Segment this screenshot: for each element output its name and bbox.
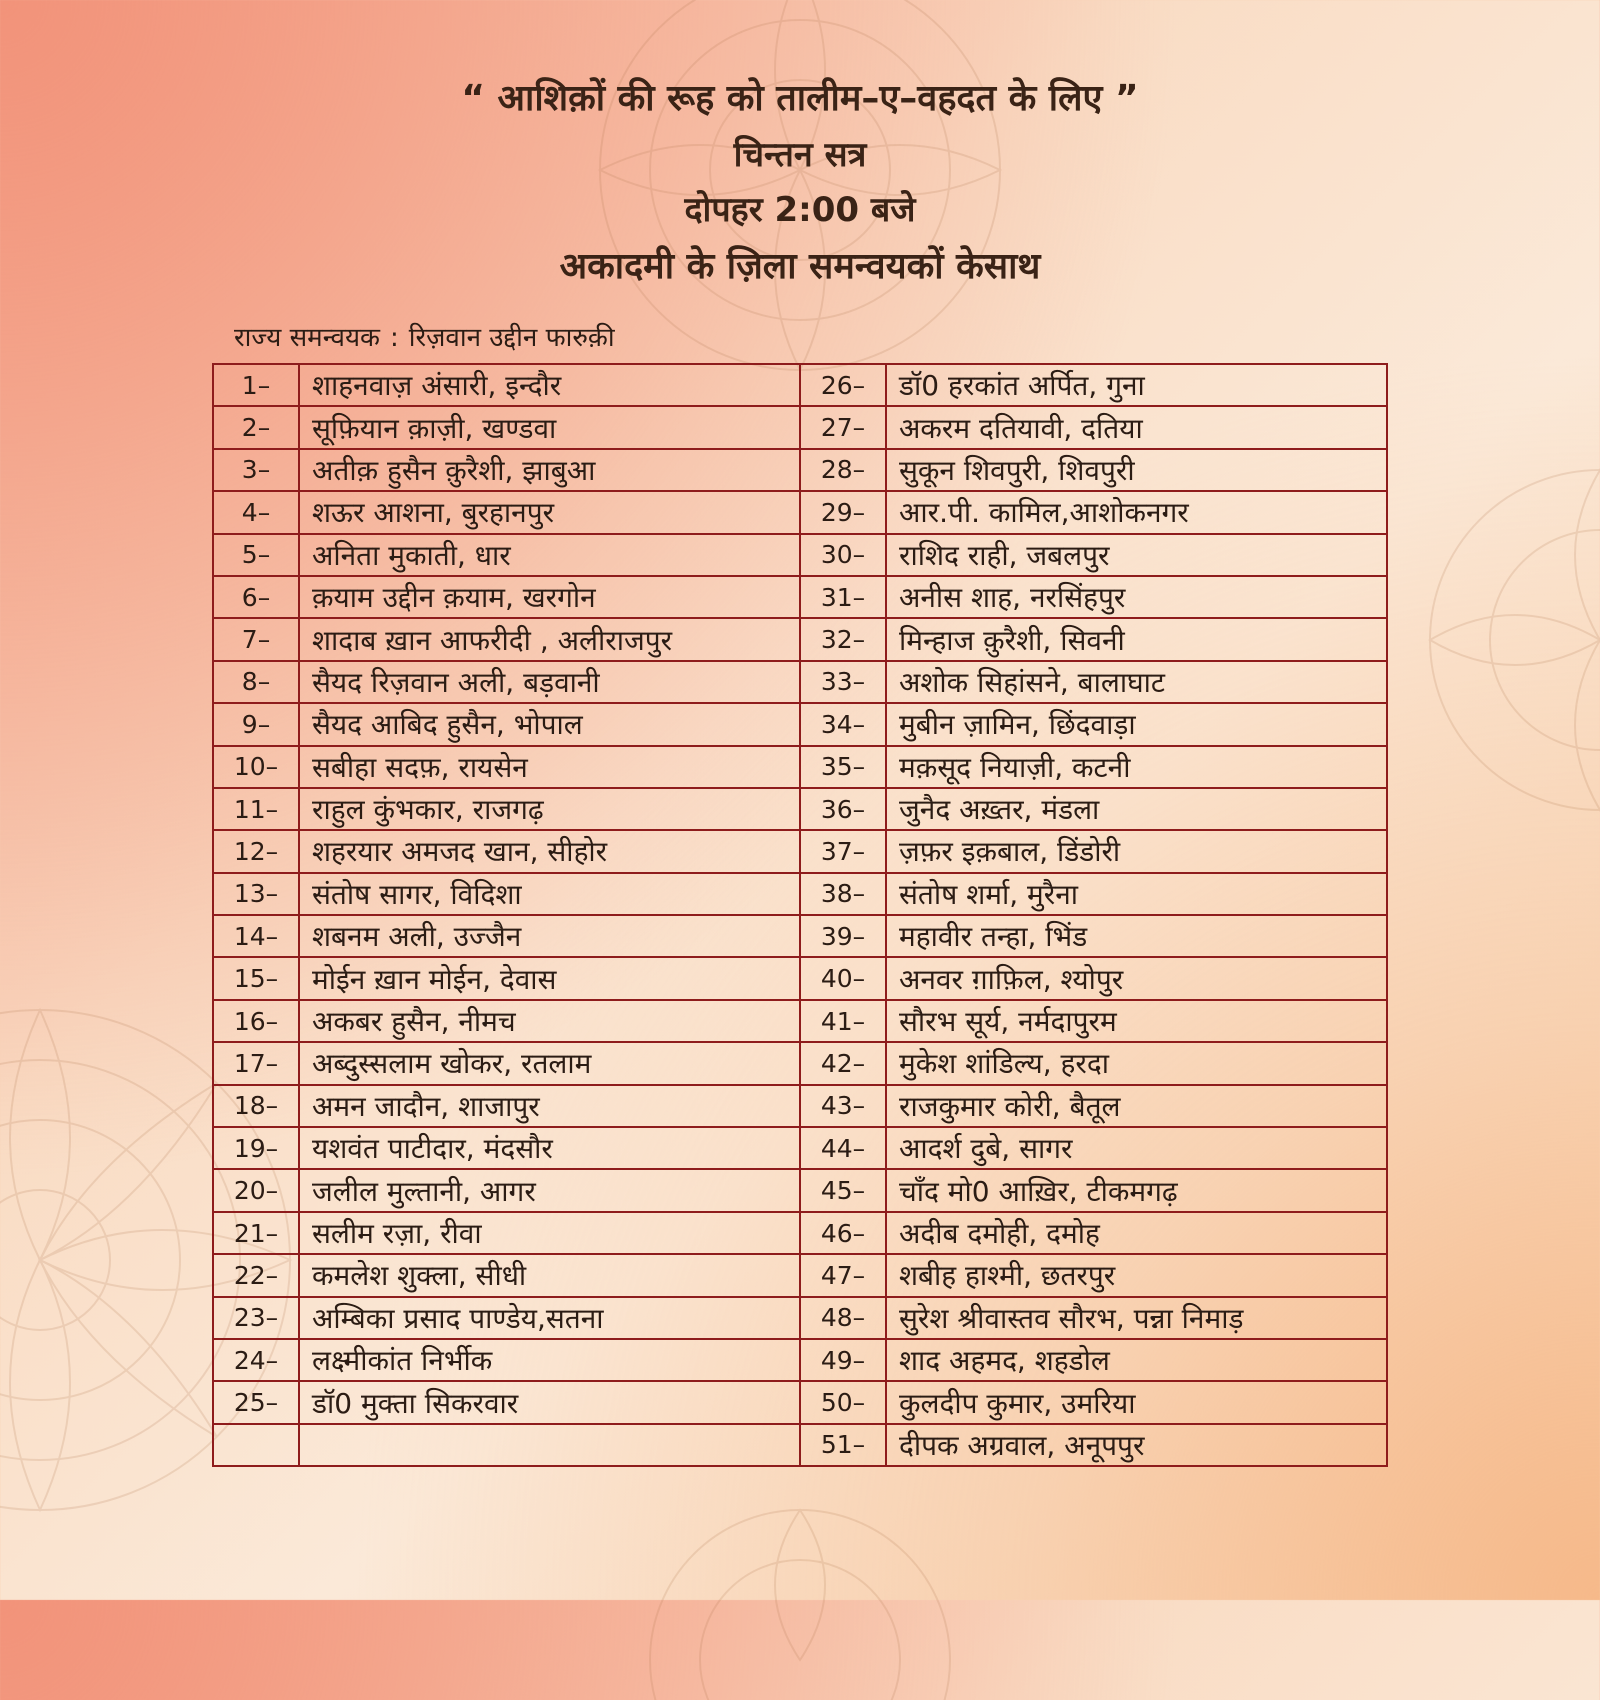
row-number-left: 21– <box>213 1212 299 1254</box>
coordinator-name-right: शबीह हाश्मी, छतरपुर <box>886 1254 1387 1296</box>
coordinator-name-right: कुलदीप कुमार, उमरिया <box>886 1381 1387 1423</box>
coordinator-name-left: अनिता मुकाती, धार <box>299 534 800 576</box>
state-coordinator-line <box>234 318 625 354</box>
state-coordinator-name: रिज़वान उद्दीन फारुक़ी <box>408 323 615 353</box>
coordinator-name-right: अनवर ग़ाफ़िल, श्योपुर <box>886 957 1387 999</box>
mandala-pattern-bottom <box>560 1500 1040 1700</box>
table-row <box>213 1339 1387 1381</box>
coordinator-name-left: कमलेश शुक्ला, सीधी <box>299 1254 800 1296</box>
table-row <box>213 491 1387 533</box>
row-number-left: 12– <box>213 830 299 872</box>
coordinator-table <box>212 363 1388 1467</box>
coordinator-name-left: मोईन ख़ान मोईन, देवास <box>299 957 800 999</box>
row-number-right: 35– <box>800 746 886 788</box>
coordinator-name-right: चाँद मो0 आख़िर, टीकमगढ़ <box>886 1169 1387 1211</box>
coordinator-name-right: आर.पी. कामिल,आशोकनगर <box>886 491 1387 533</box>
coordinator-name-left: शादाब ख़ान आफरीदी , अलीराजपुर <box>299 618 800 660</box>
table-row <box>213 915 1387 957</box>
table-row <box>213 746 1387 788</box>
row-number-left: 8– <box>213 661 299 703</box>
row-number-left: 2– <box>213 406 299 448</box>
coordinator-name-left: सबीहा सदफ़, रायसेन <box>299 746 800 788</box>
coordinator-name-right: अकरम दतियावी, दतिया <box>886 406 1387 448</box>
coordinator-name-right: मिन्हाज क़ुरैशी, सिवनी <box>886 618 1387 660</box>
row-number-right: 44– <box>800 1127 886 1169</box>
coordinator-name-right: दीपक अग्रवाल, अनूपपुर <box>886 1424 1387 1466</box>
table-row <box>213 1254 1387 1296</box>
coordinator-name-right: जुनैद अख़्तर, मंडला <box>886 788 1387 830</box>
table-row <box>213 1169 1387 1211</box>
row-number-left: 1– <box>213 364 299 406</box>
session-subtitle: अकादमी के ज़िला समन्वयकों केसाथ <box>559 246 1041 287</box>
table-row <box>213 788 1387 830</box>
row-number-left: 4– <box>213 491 299 533</box>
row-number-right: 36– <box>800 788 886 830</box>
row-number-right: 50– <box>800 1381 886 1423</box>
coordinator-name-left: संतोष सागर, विदिशा <box>299 873 800 915</box>
coordinator-name-left: जलील मुल्तानी, आगर <box>299 1169 800 1211</box>
coordinator-name-left: शहरयार अमजद खान, सीहोर <box>299 830 800 872</box>
coordinator-name-left: शाहनवाज़ अंसारी, इन्दौर <box>299 364 800 406</box>
state-coordinator-separator: : <box>390 323 399 353</box>
row-number-left: 19– <box>213 1127 299 1169</box>
row-number-left: 7– <box>213 618 299 660</box>
coordinator-name-left: राहुल कुंभकार, राजगढ़ <box>299 788 800 830</box>
table-row <box>213 364 1387 406</box>
row-number-left: 3– <box>213 449 299 491</box>
table-row <box>213 1042 1387 1084</box>
coordinator-name-right: सौरभ सूर्य, नर्मदापुरम <box>886 1000 1387 1042</box>
coordinator-name-right: संतोष शर्मा, मुरैना <box>886 873 1387 915</box>
row-number-right: 34– <box>800 703 886 745</box>
coordinator-table-body <box>213 364 1387 1466</box>
row-number-left: 9– <box>213 703 299 745</box>
row-number-right: 27– <box>800 406 886 448</box>
coordinator-name-right: सुरेश श्रीवास्तव सौरभ, पन्ना निमाड़ <box>886 1297 1387 1339</box>
coordinator-name-left: सलीम रज़ा, रीवा <box>299 1212 800 1254</box>
table-row <box>213 406 1387 448</box>
row-number-right: 29– <box>800 491 886 533</box>
row-number-right: 38– <box>800 873 886 915</box>
row-number-left: 23– <box>213 1297 299 1339</box>
row-number-left: 20– <box>213 1169 299 1211</box>
row-number-left: 5– <box>213 534 299 576</box>
row-number-left: 25– <box>213 1381 299 1423</box>
coordinator-name-right: शाद अहमद, शहडोल <box>886 1339 1387 1381</box>
coordinator-name-right: सुकून शिवपुरी, शिवपुरी <box>886 449 1387 491</box>
table-row <box>213 661 1387 703</box>
coordinator-name-left: शऊर आशना, बुरहानपुर <box>299 491 800 533</box>
row-number-right: 46– <box>800 1212 886 1254</box>
row-number-right: 26– <box>800 364 886 406</box>
row-number-left: 24– <box>213 1339 299 1381</box>
row-number-right: 37– <box>800 830 886 872</box>
coordinator-name-right: अशोक सिहांसने, बालाघाट <box>886 661 1387 703</box>
row-number-left: 14– <box>213 915 299 957</box>
row-number-right: 30– <box>800 534 886 576</box>
row-number-right: 32– <box>800 618 886 660</box>
row-number-right: 41– <box>800 1000 886 1042</box>
row-number-left: 6– <box>213 576 299 618</box>
coordinator-name-left: शबनम अली, उज्जैन <box>299 915 800 957</box>
table-row <box>213 1424 1387 1466</box>
table-row <box>213 1381 1387 1423</box>
row-number-left: 15– <box>213 957 299 999</box>
state-coordinator-label: राज्य समन्वयक <box>234 323 380 353</box>
coordinator-name-right: महावीर तन्हा, भिंड <box>886 915 1387 957</box>
table-row <box>213 534 1387 576</box>
row-number-right: 45– <box>800 1169 886 1211</box>
row-number-right: 51– <box>800 1424 886 1466</box>
row-number-left <box>213 1424 299 1466</box>
coordinator-name-right: अनीस शाह, नरसिंहपुर <box>886 576 1387 618</box>
coordinator-name-left: अब्दुस्सलाम खोकर, रतलाम <box>299 1042 800 1084</box>
coordinator-name-left: अमन जादौन, शाजापुर <box>299 1085 800 1127</box>
table-row <box>213 957 1387 999</box>
table-row <box>213 1085 1387 1127</box>
table-row <box>213 830 1387 872</box>
row-number-right: 42– <box>800 1042 886 1084</box>
mandala-pattern-right <box>1420 380 1600 900</box>
coordinator-name-left: लक्ष्मीकांत निर्भीक <box>299 1339 800 1381</box>
session-time: दोपहर 2:00 बजे <box>684 190 916 230</box>
row-number-right: 49– <box>800 1339 886 1381</box>
coordinator-name-right: अदीब दमोही, दमोह <box>886 1212 1387 1254</box>
coordinator-name-right: ज़फ़र इक़बाल, डिंडोरी <box>886 830 1387 872</box>
coordinator-name-left: सैयद आबिद हुसैन, भोपाल <box>299 703 800 745</box>
row-number-right: 40– <box>800 957 886 999</box>
row-number-right: 43– <box>800 1085 886 1127</box>
row-number-right: 33– <box>800 661 886 703</box>
table-row <box>213 1212 1387 1254</box>
table-row <box>213 1127 1387 1169</box>
coordinator-name-right: आदर्श दुबे, सागर <box>886 1127 1387 1169</box>
row-number-left: 13– <box>213 873 299 915</box>
coordinator-name-right: मुकेश शांडिल्य, हरदा <box>886 1042 1387 1084</box>
row-number-left: 18– <box>213 1085 299 1127</box>
coordinator-name-left: अतीक़ हुसैन क़ुरैशी, झाबुआ <box>299 449 800 491</box>
row-number-right: 31– <box>800 576 886 618</box>
table-row <box>213 873 1387 915</box>
table-row <box>213 449 1387 491</box>
session-name: चिन्तन सत्र <box>733 135 867 175</box>
row-number-right: 47– <box>800 1254 886 1296</box>
coordinator-name-right: डॉ0 हरकांत अर्पित, गुना <box>886 364 1387 406</box>
table-row <box>213 576 1387 618</box>
coordinator-name-right: मुबीन ज़ामिन, छिंदवाड़ा <box>886 703 1387 745</box>
event-title-quote: “ आशिक़ों की रूह को तालीम–ए–वहदत के लिए ” <box>461 78 1139 119</box>
coordinator-name-right: राशिद राही, जबलपुर <box>886 534 1387 576</box>
coordinator-name-right: मक़सूद नियाज़ी, कटनी <box>886 746 1387 788</box>
coordinator-name-right: राजकुमार कोरी, बैतूल <box>886 1085 1387 1127</box>
coordinator-name-left: सूफ़ियान क़ाज़ी, खण्डवा <box>299 406 800 448</box>
coordinator-name-left: क़याम उद्दीन क़याम, खरगोन <box>299 576 800 618</box>
coordinator-name-left: अम्बिका प्रसाद पाण्डेय,सतना <box>299 1297 800 1339</box>
table-row <box>213 703 1387 745</box>
row-number-left: 11– <box>213 788 299 830</box>
coordinator-name-left: सैयद रिज़वान अली, बड़वानी <box>299 661 800 703</box>
table-row <box>213 1297 1387 1339</box>
coordinator-name-left: अकबर हुसैन, नीमच <box>299 1000 800 1042</box>
coordinator-name-left: डॉ0 मुक्ता सिकरवार <box>299 1381 800 1423</box>
row-number-right: 48– <box>800 1297 886 1339</box>
row-number-left: 16– <box>213 1000 299 1042</box>
row-number-left: 10– <box>213 746 299 788</box>
row-number-right: 28– <box>800 449 886 491</box>
coordinator-name-left <box>299 1424 800 1466</box>
table-row <box>213 618 1387 660</box>
row-number-right: 39– <box>800 915 886 957</box>
row-number-left: 22– <box>213 1254 299 1296</box>
coordinator-name-left: यशवंत पाटीदार, मंदसौर <box>299 1127 800 1169</box>
table-row <box>213 1000 1387 1042</box>
row-number-left: 17– <box>213 1042 299 1084</box>
